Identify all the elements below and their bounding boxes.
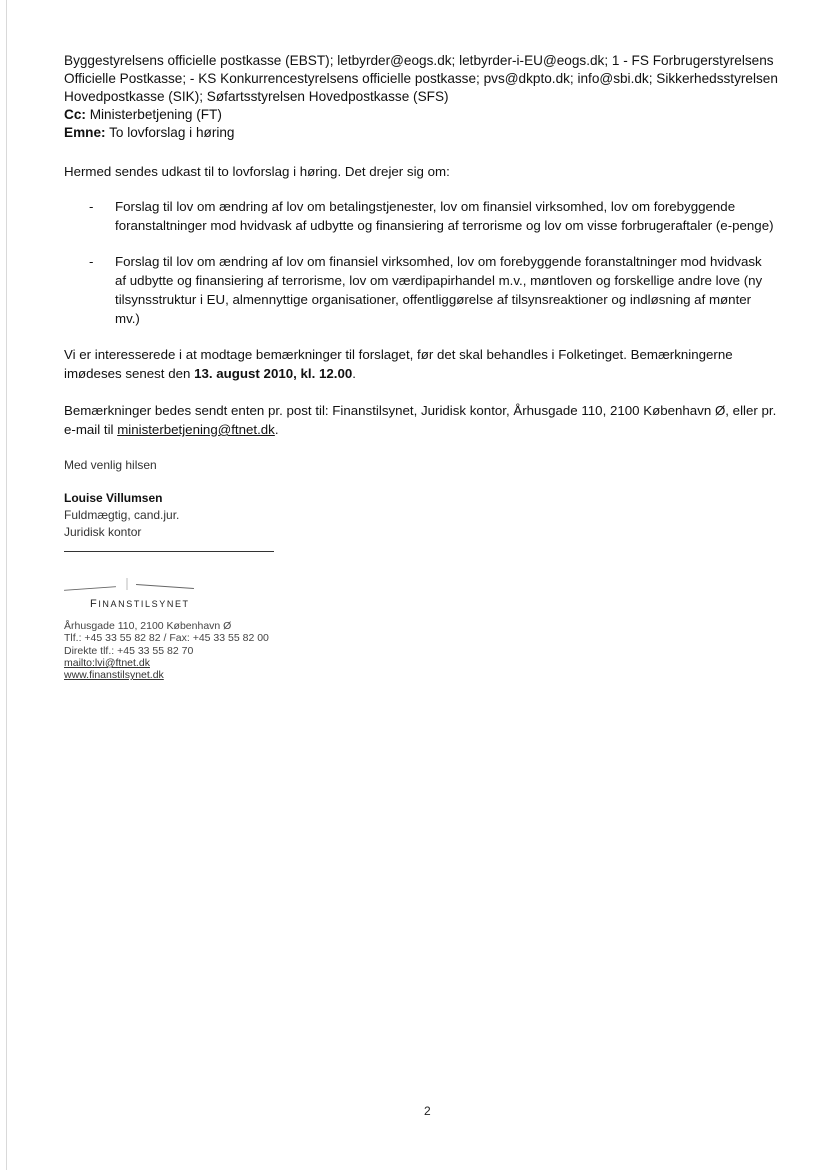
deadline-paragraph: [64, 345, 784, 383]
deadline-date: 13. august 2010, kl. 12.00: [194, 366, 353, 381]
page-edge-line: [6, 0, 7, 1170]
recipients-text: Byggestyrelsens officielle postkasse (EBST); letbyrder@eogs.dk; letbyrder-i-EU@eogs.dk; 1 - FS Forbrugerstyrelsens Officielle Postkasse; - KS Konkurrencestyrelsens officielle postkasse; pvs@dkpto.dk; info@sbi.dk; Sikkerhedsstyrelsen Hovedpostkasse (SIK); Søfartsstyrelsen Hovedpostkasse (SFS): [64, 53, 778, 104]
deadline-end: .: [352, 366, 356, 381]
bullet-dash: -: [89, 199, 94, 214]
logo-rest: INANSTILSYNET: [98, 599, 190, 609]
deadline-text: Vi er interesserede i at modtage bemærkninger til forslaget, før det skal behandles i Folketinget. Bemærkningerne imødeses senest den: [64, 347, 733, 381]
list-item: [64, 252, 775, 328]
subject-value: To lovforslag i høring: [109, 125, 235, 140]
proposal-text: Forslag til lov om ændring af lov om betalingstjenester, lov om finansiel virksomhed, lov om forebyggende foranstaltninger mod hvidvask af udbytte og finansiering af terrorisme og lov om visse forbrugeraftaler (e-penge): [115, 199, 774, 233]
submit-paragraph: [64, 401, 784, 439]
logo-initial: F: [90, 598, 99, 610]
bullet-dash: -: [89, 254, 94, 269]
signature-block: [64, 457, 789, 552]
submit-end: .: [274, 422, 279, 437]
org-address: Århusgade 110, 2100 København Ø: [64, 620, 232, 632]
email-link[interactable]: ministerbetjening@ftnet.dk: [117, 422, 275, 437]
cc-line: [64, 106, 789, 124]
proposal-list: [64, 197, 789, 328]
signer-title: Fuldmægtig, cand.jur.: [64, 508, 180, 522]
greeting: Med venlig hilsen: [64, 458, 157, 472]
proposal-text: Forslag til lov om ændring af lov om finansiel virksomhed, lov om forebyggende foranstaltninger mod hvidvask af udbytte og finansiering af terrorisme, lov om værdipapirhandel m.v., møntloven og forskellige andre love (ny tilsynsstruktur i EU, almennyttige organisationer, offentliggørelse af tilsynsreaktioner og indløsning af mønter mv.): [115, 254, 763, 326]
org-phone: Tlf.: +45 33 55 82 82 / Fax: +45 33 55 82 00: [64, 632, 269, 645]
subject-label: Emne:: [64, 125, 106, 140]
page-number: 2: [424, 1104, 431, 1118]
org-direct-phone: Direkte tlf.: +45 33 55 82 70: [64, 644, 194, 657]
org-contact-block: [64, 620, 789, 681]
submit-text: Bemærkninger bedes sendt enten pr. post til: Finanstilsynet, Juridisk kontor, Århusgade 110, 2100 København Ø, eller pr. e-mail til: [64, 403, 777, 437]
logo-swoosh-left: [64, 586, 116, 591]
list-item: [64, 197, 775, 235]
subject-line: [64, 124, 789, 142]
signer-department: Juridisk kontor: [64, 525, 142, 539]
email-header: [64, 52, 789, 142]
mailto-link[interactable]: mailto:lvi@ftnet.dk: [64, 656, 150, 669]
finanstilsynet-logo: [64, 578, 204, 612]
logo-swoosh-right: [136, 584, 194, 589]
website-link[interactable]: www.finanstilsynet.dk: [64, 669, 164, 682]
logo-mark: [126, 578, 128, 590]
cc-label: Cc:: [64, 107, 86, 122]
intro-text: Hermed sendes udkast til to lovforslag i høring. Det drejer sig om:: [64, 164, 450, 179]
email-body: [64, 162, 789, 439]
signer-name: Louise Villumsen: [64, 491, 163, 505]
cc-value: Ministerbetjening (FT): [89, 107, 222, 122]
document-page: [64, 52, 789, 681]
signature-divider: [64, 551, 274, 552]
